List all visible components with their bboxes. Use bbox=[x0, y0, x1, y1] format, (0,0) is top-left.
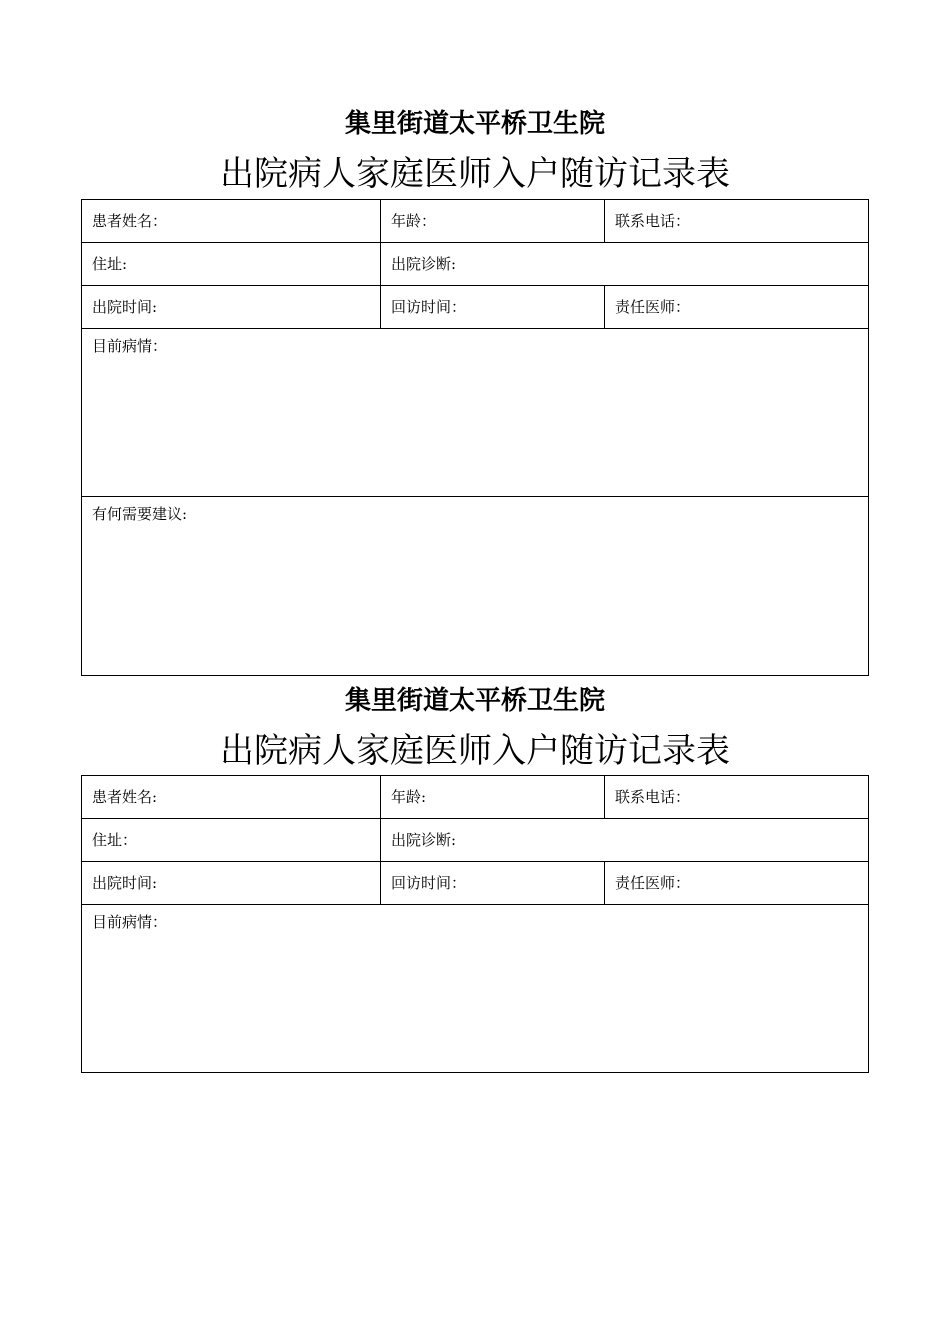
row-times-doctor bbox=[82, 286, 869, 329]
diagnosis-label: 出院诊断: bbox=[391, 831, 457, 849]
doctor-label: 责任医师： bbox=[615, 874, 691, 892]
phone-label: 联系电话： bbox=[615, 212, 691, 230]
diagnosis-label: 出院诊断: bbox=[391, 255, 457, 273]
diagnosis-field[interactable] bbox=[381, 243, 869, 286]
condition-field[interactable] bbox=[82, 329, 869, 497]
suggestion-field[interactable] bbox=[82, 497, 869, 676]
phone-field[interactable] bbox=[605, 776, 869, 819]
doctor-field[interactable] bbox=[605, 286, 869, 329]
condition-label: 目前病情： bbox=[92, 337, 168, 355]
age-label: 年龄： bbox=[391, 212, 437, 230]
row-suggestion bbox=[82, 497, 869, 676]
discharge-time-label: 出院时间: bbox=[92, 874, 158, 892]
patient-name-field[interactable] bbox=[82, 776, 381, 819]
row-patient-info bbox=[82, 200, 869, 243]
row-condition bbox=[82, 905, 869, 1073]
hospital-name: 集里街道太平桥卫生院 bbox=[344, 109, 605, 139]
followup-form-1 bbox=[81, 199, 869, 676]
phone-label: 联系电话： bbox=[615, 788, 691, 806]
doctor-label: 责任医师： bbox=[615, 298, 691, 316]
row-times-doctor bbox=[82, 862, 869, 905]
age-label: 年龄: bbox=[391, 788, 427, 806]
row-patient-info bbox=[82, 776, 869, 819]
patient-name-field[interactable] bbox=[82, 200, 381, 243]
row-address-diagnosis bbox=[82, 243, 869, 286]
form-title: 出院病人家庭医师入户随访记录表 bbox=[220, 154, 730, 194]
followup-time-label: 回访时间： bbox=[391, 874, 467, 892]
suggestion-label: 有何需要建议: bbox=[92, 505, 188, 523]
age-field[interactable] bbox=[381, 200, 605, 243]
phone-field[interactable] bbox=[605, 200, 869, 243]
row-condition bbox=[82, 329, 869, 497]
address-field[interactable] bbox=[82, 819, 381, 862]
followup-form-2 bbox=[81, 775, 869, 1073]
doctor-field[interactable] bbox=[605, 862, 869, 905]
patient-name-label: 患者姓名： bbox=[92, 212, 168, 230]
address-label: 住址: bbox=[92, 255, 128, 273]
discharge-time-field[interactable] bbox=[82, 286, 381, 329]
followup-time-field[interactable] bbox=[381, 862, 605, 905]
discharge-time-label: 出院时间: bbox=[92, 298, 158, 316]
row-address-diagnosis bbox=[82, 819, 869, 862]
patient-name-label: 患者姓名: bbox=[92, 788, 158, 806]
condition-field[interactable] bbox=[82, 905, 869, 1073]
age-field[interactable] bbox=[381, 776, 605, 819]
followup-time-field[interactable] bbox=[381, 286, 605, 329]
address-label: 住址： bbox=[92, 831, 138, 849]
condition-label: 目前病情： bbox=[92, 913, 168, 931]
followup-time-label: 回访时间： bbox=[391, 298, 467, 316]
form-title: 出院病人家庭医师入户随访记录表 bbox=[220, 731, 730, 771]
discharge-time-field[interactable] bbox=[82, 862, 381, 905]
hospital-name: 集里街道太平桥卫生院 bbox=[344, 686, 605, 716]
address-field[interactable] bbox=[82, 243, 381, 286]
diagnosis-field[interactable] bbox=[381, 819, 869, 862]
